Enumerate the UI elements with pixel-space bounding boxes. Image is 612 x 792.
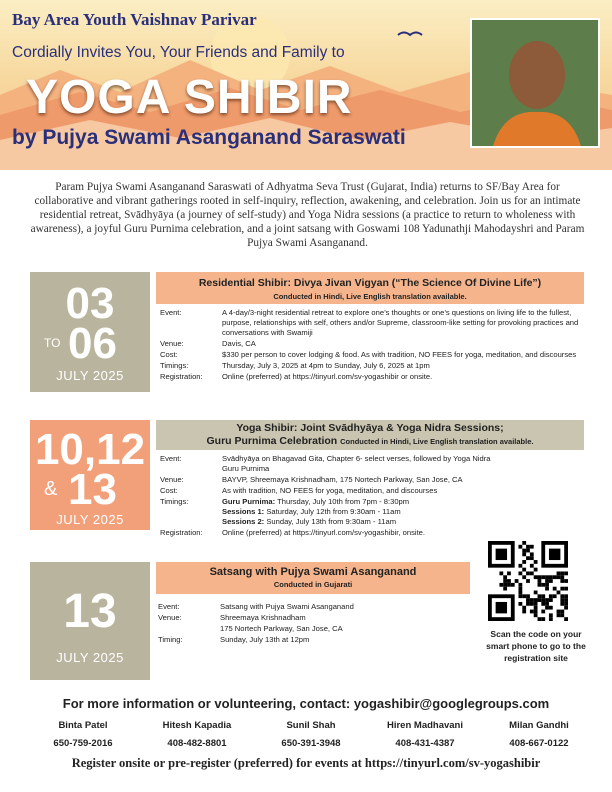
event2-t2-label: Sessions 1:: [222, 507, 265, 516]
event1-subtitle: Conducted in Hindi, Live English translation available.: [273, 292, 467, 301]
event3-subtitle: Conducted in Gujarati: [273, 580, 353, 589]
contact-3: [266, 717, 356, 753]
org-name: Bay Area Youth Vaishnav Parivar: [12, 10, 257, 29]
event3-title: Satsang with Pujya Swami Asanganand: [209, 566, 417, 578]
event3-date-block: [30, 562, 150, 680]
event2-t2: Saturday, July 12th from 9:30am - 11am: [264, 507, 401, 516]
intro-paragraph: Param Pujya Swami Asanganand Saraswati of Adhyatma Seva Trust (Gujarat, India) returns to SF/Bay Area for collaborative and vibrant gatherings rooted in self-inquiry, reflection, awakening, and celebration. Join us for an intimate residential retreat, Svādhyāya (a journey of self-study) and Yoga Nidra sessions (a practice to return to wholeness with awareness), a joyful Guru Purnima celebration, and a joint satsang with Goswami 108 Yadunathji Mahodayshri and Param Pujya Swami Asanganand.: [30, 181, 585, 249]
event2-event-line2: Guru Purnima: [222, 464, 270, 473]
footer-registration: Register onsite or pre-register (preferred) for events at https://tinyurl.com/sv-yogashibir: [71, 756, 541, 770]
portrait-icon: [472, 20, 600, 148]
event1-value: A 4-day/3-night residential retreat to explore one’s thoughts or one’s questions on living life to the fullest, purpose, relationships with self, others and/or Supreme, classroom-like setting for provoking practices and conversations with Swamiji: [222, 308, 579, 337]
event3-date: 13: [63, 585, 117, 638]
event1-date-to: TO: [44, 336, 61, 350]
event3-value: 175 Nortech Parkway, San Jose, CA: [220, 624, 343, 633]
contact-4: [380, 717, 470, 753]
event3-details: [158, 602, 468, 646]
event2-venue-label: Venue:: [160, 475, 184, 484]
event2-t3-label: Sessions 2:: [222, 517, 265, 526]
contact-phone: 408-431-4387: [395, 738, 455, 749]
event2-month: JULY 2025: [56, 512, 124, 527]
event2-registration: Online (preferred) at https://tinyurl.com/sv-yogashibir, onsite.: [222, 528, 426, 537]
header-banner: [0, 0, 612, 170]
event1-label: Registration:: [160, 372, 203, 381]
qr-instructions: Scan the code on your smart phone to go to the registration site: [486, 629, 586, 663]
contact-name: Hitesh Kapadia: [162, 720, 232, 731]
event2-event: Svādhyāya on Bhagavad Gita, Chapter 6- select verses, followed by Yoga Nidra: [222, 454, 491, 463]
event1-date-block: [30, 272, 150, 392]
event1-value: Thursday, July 3, 2025 at 4pm to Sunday, July 6, 2025 at 1pm: [222, 361, 430, 370]
event2-event-label: Event:: [160, 454, 182, 463]
event2-title-line2: Guru Purnima Celebration: [206, 435, 338, 447]
event2-t1: Thursday, July 10th from 7pm - 8:30pm: [275, 497, 410, 506]
event2-date-start: 10,12: [34, 425, 146, 474]
event2-date-end: 13: [68, 465, 117, 514]
event2-venue: BAYVP, Shreemaya Krishnadham, 175 Nortech Parkway, San Jose, CA: [222, 475, 463, 484]
contact-5: [494, 717, 584, 753]
qr-code-icon: [488, 541, 568, 621]
registration-qr-code[interactable]: [488, 541, 568, 621]
contact-line: For more information or volunteering, contact: yogashibir@googlegroups.com: [62, 696, 550, 711]
event3-label: Timing:: [158, 635, 183, 644]
event2-cost-label: Cost:: [160, 486, 178, 495]
contact-phone: 408-482-8801: [167, 738, 227, 749]
presenter-line: by Pujya Swami Asanganand Saraswati: [12, 126, 406, 149]
event1-label: Timings:: [160, 361, 189, 370]
event2-header: [156, 420, 584, 450]
event1-date-start: 03: [65, 279, 115, 328]
swami-photo: [470, 18, 600, 148]
event2-timings-label: Timings:: [160, 497, 189, 506]
event1-details: [160, 308, 584, 383]
bird-icon: [398, 33, 422, 36]
event3-label: [158, 624, 220, 635]
event3-month: JULY 2025: [56, 650, 124, 665]
event3-value: Satsang with Pujya Swami Asanganand: [220, 602, 354, 611]
event2-t1-label: Guru Purnima:: [222, 497, 276, 506]
event1-label: Cost:: [160, 350, 178, 359]
event3-header: [156, 562, 470, 594]
event2-details: [160, 454, 584, 539]
event1-value: Davis, CA: [222, 339, 256, 348]
contact-2: [152, 717, 242, 753]
contact-phone: 650-759-2016: [53, 738, 113, 749]
event2-registration-label: Registration:: [160, 528, 203, 537]
event1-label: Event:: [160, 308, 182, 317]
contact-name: Binta Patel: [58, 720, 108, 731]
event1-value: Online (preferred) at https://tinyurl.com/sv-yogashibir or onsite.: [222, 372, 433, 381]
event1-label: Venue:: [160, 339, 184, 348]
event1-title: Residential Shibir: Divya Jivan Vigyan (“The Science Of Divine Life”): [198, 277, 542, 289]
contact-1: [38, 717, 128, 753]
event1-month: JULY 2025: [56, 368, 124, 383]
page-title: YOGA SHIBIR: [26, 71, 353, 124]
event1-value: $330 per person to cover lodging & food. As with tradition, NO FEES for yoga, meditation, and discourses: [222, 350, 577, 359]
event2-subtitle: Conducted in Hindi, Live English translation available.: [340, 437, 534, 446]
contact-phone: 408-667-0122: [509, 738, 569, 749]
contact-name: Milan Gandhi: [509, 720, 569, 731]
event3-value: Sunday, July 13th at 12pm: [220, 635, 310, 644]
event2-cost: As with tradition, NO FEES for yoga, meditation, and discourses: [222, 486, 438, 495]
event1-date-end: 06: [68, 319, 117, 368]
event2-t3: Sunday, July 13th from 9:30am - 11am: [264, 517, 397, 526]
event3-value: Shreemaya Krishnadham: [220, 613, 306, 622]
event3-label: Event:: [158, 602, 180, 611]
contact-name: Sunil Shah: [286, 720, 336, 731]
event3-label: Venue:: [158, 613, 182, 622]
event2-date-amp: &: [44, 478, 58, 500]
event2-date-block: [30, 420, 150, 530]
contact-name: Hiren Madhavani: [386, 720, 464, 731]
contact-phone: 650-391-3948: [281, 738, 341, 749]
event2-title-line1: Yoga Shibir: Joint Svādhyāya & Yoga Nidra Sessions;: [236, 422, 504, 434]
invite-text: Cordially Invites You, Your Friends and Family to: [12, 44, 345, 61]
event1-header: [156, 272, 584, 304]
